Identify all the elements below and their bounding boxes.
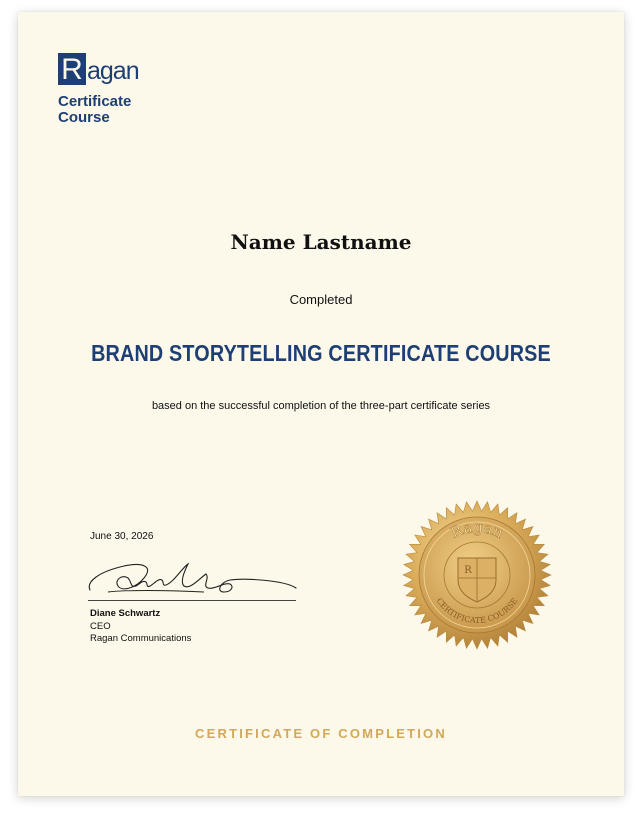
certificate-footer-title: CERTIFICATE OF COMPLETION [195,726,447,741]
issue-date: June 30, 2026 [90,531,154,542]
signatory-block [90,608,191,646]
signatory-organization: Ragan Communications [90,633,192,644]
gold-seal-icon [402,500,552,650]
logo-subtitle: Certificate Course [58,93,132,126]
recipient-name: Name Lastname [230,230,412,254]
seal-shield-letter: R [464,565,472,576]
completed-label: Completed [289,292,353,307]
seal-bottom-text: CERTIFICATE COURSE [434,596,520,626]
logo-letter-box: R [58,53,86,85]
certificate-page [18,12,624,796]
basis-text: based on the successful completion of the three-part certificate series [151,400,491,412]
signatory-role: CEO [90,620,111,632]
logo-mark [58,52,168,86]
ragan-logo [58,52,168,126]
signature [84,552,298,604]
logo-wordmark: agan [87,57,139,85]
course-title: BRAND STORYTELLING CERTIFICATE COURSE [91,340,551,366]
seal-top-text: Ragan [447,517,507,543]
signatory-name: Diane Schwartz [90,608,161,619]
signature-line [88,600,296,601]
